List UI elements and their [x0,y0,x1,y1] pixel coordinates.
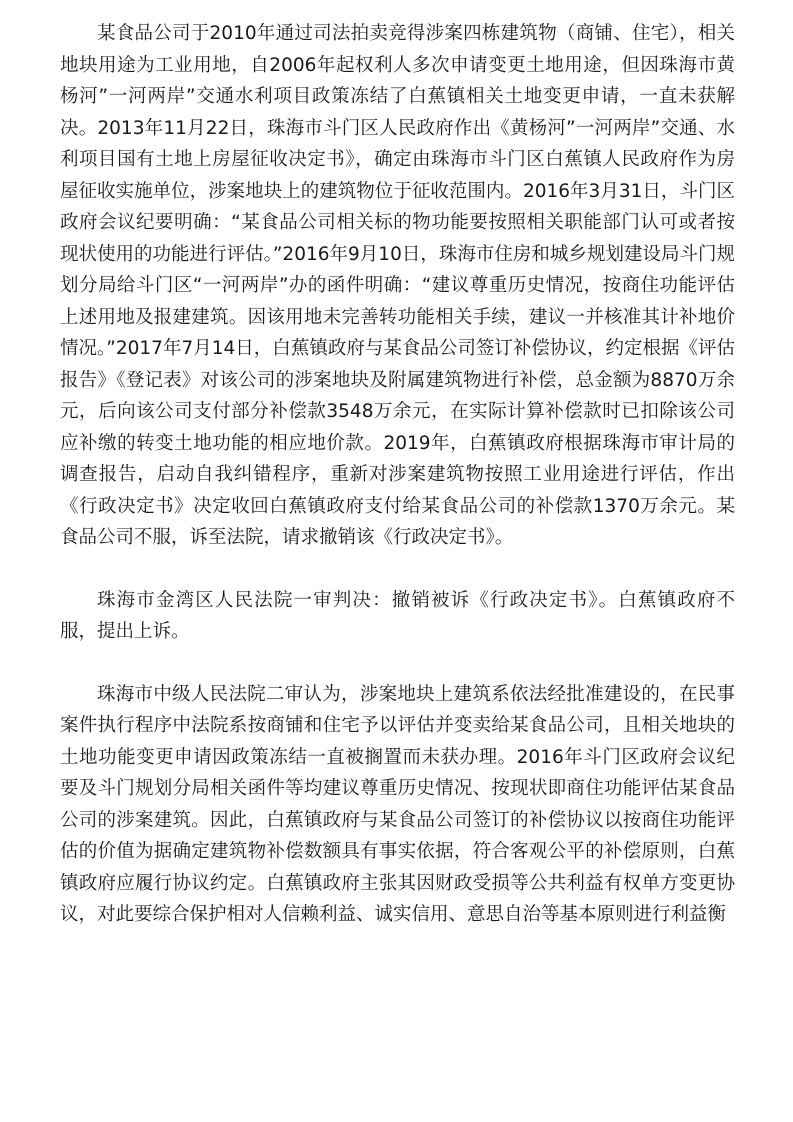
paragraph-second-instance: 珠海市中级人民法院二审认为，涉案地块上建筑系依法经批准建设的，在民事案件执行程序中法院系按商铺和住宅予以评估并变卖给某食品公司，且相关地块的土地功能变更申请因政策冻结一直被搁置而未获办理。2016年斗门区政府会议纪要及斗门规划分局相关函件等均建议尊重历史情况、按现状即商住功能评估某食品公司的涉案建筑。因此，白蕉镇政府与某食品公司签订的补偿协议以按商住功能评估的价值为据确定建筑物补偿数额具有事实依据，符合客观公平的补偿原则，白蕉镇政府应履行协议约定。白蕉镇政府主张其因财政受损等公共利益有权单方变更协议，对此要综合保护相对人信赖利益、诚实信用、意思自治等基本原则进行利益衡 [60,683,735,925]
paragraph-first-instance: 珠海市金湾区人民法院一审判决：撤销被诉《行政决定书》。白蕉镇政府不服，提出上诉。 [60,589,735,642]
paragraph-case-facts: 某食品公司于2010年通过司法拍卖竞得涉案四栋建筑物（商铺、住宅），相关地块用途为工业用地，自2006年起权利人多次申请变更土地用途，但因珠海市黄杨河”一河两岸”交通水利项目政策冻结了白蕉镇相关土地变更申请，一直未获解决。2013年11月22日，珠海市斗门区人民政府作出《黄杨河”一河两岸”交通、水利项目国有土地上房屋征收决定书》，确定由珠海市斗门区白蕉镇人民政府作为房屋征收实施单位，涉案地块上的建筑物位于征收范围内。2016年3月31日，斗门区政府会议纪要明确：“某食品公司相关标的物功能要按照相关职能部门认可或者按现状使用的功能进行评估。”2016年9月10日，珠海市住房和城乡规划建设局斗门规划分局给斗门区“一河两岸”办的函件明确：“建议尊重历史情况，按商住功能评估上述用地及报建建筑。因该用地未完善转功能相关手续，建议一并核准其计补地价情况。”2017年7月14日，白蕉镇政府与某食品公司签订补偿协议，约定根据《评估报告》《登记表》对该公司的涉案地块及附属建筑物进行补偿，总金额为8870万余元，后向该公司支付部分补偿款3548万余元，在实际计算补偿款时已扣除该公司应补缴的转变土地功能的相应地价款。2019年，白蕉镇政府根据珠海市审计局的调查报告，启动自我纠错程序，重新对涉案建筑物按照工业用途进行评估，作出《行政决定书》决定收回白蕉镇政府支付给某食品公司的补偿款1370万余元。某食品公司不服，诉至法院，请求撤销该《行政决定书》。 [60,23,735,548]
